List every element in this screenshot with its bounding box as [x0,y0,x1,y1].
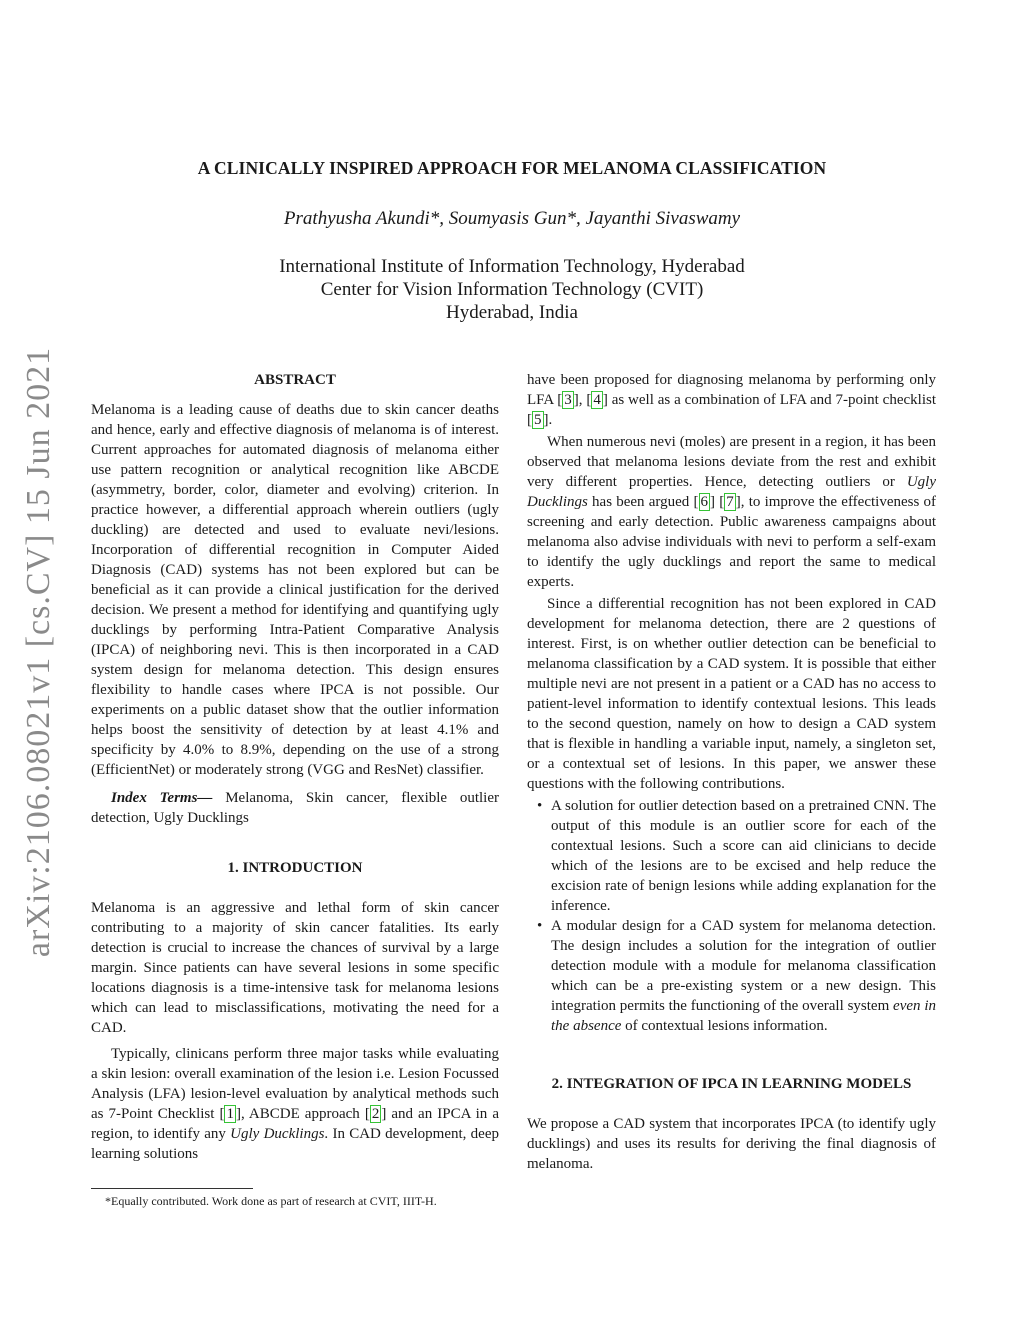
right-p2-text-a: When numerous nevi (moles) are present in a region, it has been observed that melanoma lesions deviate from the rest and exhibit very different properties. Hence, detecting outliers or [527,434,936,490]
index-terms-text: Melanoma, Skin cancer, flexible outlier detection, Ugly Ducklings [91,790,500,826]
intro-paragraph-1: Melanoma is an aggressive and lethal form of skin cancer contributing to a majority of skin cancer fatalities. Its early detection is crucial to increase the chances of survival by a large margin. Since patients can have several lesions in some specific locations diagnosis is a time-intensive task for melanoma lesions which can lead to misclassifications, motivating the need for a CAD. [91,900,499,1036]
intro-p2-text-c: and an IPCA in a region, to identify any [91,1106,499,1142]
index-terms-label: Index Terms— [111,790,213,806]
affiliation-line-1: International Institute of Information Technology, Hyderabad [279,256,745,277]
right-p2-sep [715,494,719,510]
contributions-list [527,796,936,1036]
footnote: *Equally contributed. Work done as part of research at CVIT, IIIT-H. [105,1194,437,1208]
citation-link[interactable]: 7 [726,494,734,510]
arxiv-identifier [0,346,78,958]
citation-link[interactable]: 6 [700,494,709,510]
citation-link[interactable]: 5 [534,412,542,428]
right-column [527,370,936,1174]
contribution-2-text-b: of contextual lesions information. [621,1018,828,1034]
affiliation-line-2: Center for Vision Information Technology (CVIT) [320,279,704,300]
intro-p2-text-a: Typically, clinicans perform three major tasks while evaluating a skin lesion: overall examination of the lesion i.e. Lesion Focussed Analysis (LFA) lesion-level evaluation by analytical methods such as 7-Point Checklist [91,1046,499,1122]
citation-link[interactable]: 2 [371,1106,380,1122]
section-2-paragraph-1: We propose a CAD system that incorporates IPCA (to identify ugly ducklings) and uses its results for deriving the final diagnosis of melanoma. [527,1116,936,1172]
contribution-2-emphasis: even in the absence [551,998,936,1034]
arxiv-identifier-text: arXiv:2106.08021v1 [cs.CV] 15 Jun 2021 [20,346,58,958]
right-p1-text-a: have been proposed for diagnosing melanoma by performing only LFA [527,372,936,408]
right-paragraph-2: When numerous nevi (moles) are present in a region, it has been observed that melanoma lesions deviate from the rest and exhibit very different properties. Hence, detecting outliers or Ugly Ducklings has been argued [ 6 ] [ 7 ], to improve the effectiveness of screening and early detection. Public awareness campaigns about melanoma also advise individuals with nevi to perform a self-exam to identify the ugly ducklings and report the same to medical experts. [527,434,937,590]
right-paragraph-3: Since a differential recognition has not been explored in CAD development for melanoma detection, there are 2 questions of interest. First, is on whether outlier detection can be beneficial to melanoma classification by a CAD system. It is possible that either multiple nevi are not present in a patient or a CAD has no access to patient-level information to identify contextual lesions. This leads to the second question, namely on how to design a CAD system that is flexible in handling a variable input, namely, a singleton set, or a contextual set of lesions. In this paper, we answer these questions with the following contributions. [527,596,936,792]
intro-p2-text-d: . In CAD development, deep learning solutions [91,1126,499,1162]
right-p2-text-b: has been argued [587,494,694,510]
right-p2-text-c: , to improve the effectiveness of screening and early detection. Public awareness campaigns about melanoma also advise individuals with nevi to perform a self-exam to identify the ugly ducklings and report the same to medical experts. [527,494,937,590]
right-p2-ugly-ducklings: Ugly Ducklings [527,474,936,510]
section-2-heading: 2. INTEGRATION OF IPCA IN LEARNING MODELS [551,1076,912,1092]
author-list: Prathyusha Akundi*, Soumyasis Gun*, Jayanthi Sivaswamy [283,208,741,229]
footnote-rule [91,1188,253,1189]
right-paragraph-1: have been proposed for diagnosing melanoma by performing only LFA [ 3 ], [ 4 ] as well as a combination of LFA and 7-point checklist [ 5 ]. [527,372,936,428]
citation-link[interactable]: 1 [226,1106,234,1122]
right-p1-text-b: as well as a combination of LFA and 7-point checklist [607,392,936,408]
paper-title: A CLINICALLY INSPIRED APPROACH FOR MELANOMA CLASSIFICATION [197,158,827,178]
contribution-item-1: • A solution for outlier detection based on a pretrained CNN. The output of this module is an outlier score for each of the contextual lesions. Such a score can aid clinicians to decide which of the lesions are to be excised and help reduce the excision rate of benign lesions while adding explanation for the inference. [527,796,936,916]
affiliation-line-3: Hyderabad, India [446,302,578,323]
abstract-text: Melanoma is a leading cause of deaths due to skin cancer deaths and hence, early and effective diagnosis of melanoma is of interest. Current approaches for automated diagnosis of melanoma either use pattern recognition or analytical recognition like ABCDE (asymmetry, border, color, diameter and evolving) criterion. In practice however, a differential approach wherein outliers (ugly duckling) are detected and used to evaluate nevi/lesions. Incorporation of differential recognition in Computer Aided Diagnosis (CAD) systems has not been explored but can be beneficial as it can provide a clinical justification for the derived decision. We present a method for identifying and quantifying ugly ducklings by performing Intra-Patient Comparative Analysis (IPCA) of neighboring nevi. This is then incorporated in a CAD system design for melanoma detection. This design ensures flexibility to handle cases where IPCA is not possible. Our experiments on a public dataset show that the outlier information helps boost the sensitivity of detection by at least 4.1% and specificity by 4.0% to 8.9%, depending on the use of a strong (EfficientNet) or moderately strong (VGG and ResNet) classifier. [91,402,499,778]
citation-link[interactable]: 4 [593,392,601,408]
right-p1-text-c: . [548,412,553,428]
abstract-heading: ABSTRACT [254,372,336,388]
intro-p2-text-b: , ABCDE approach [240,1106,365,1122]
contribution-item-2 [527,916,936,1036]
intro-heading: 1. INTRODUCTION [227,860,363,876]
contribution-2-text-a: A modular design for a CAD system for melanoma detection. The design includes a solution for the integration of outlier detection module with a module for melanoma classification which can be a pre-existing system or a new design. This integration permits the functioning of the overall system [551,918,936,1014]
affiliation [0,255,1024,324]
intro-paragraph-2: Typically, clinicans perform three major tasks while evaluating a skin lesion: overall examination of the lesion i.e. Lesion Focussed Analysis (LFA) lesion-level evaluation by analytical methods such as 7-Point Checklist [ 1 ], ABCDE approach [ 2 ] and an IPCA in a region, to identify any Ugly Ducklings. In CAD development, deep learning solutions [91,1046,499,1162]
left-column [91,370,499,1164]
citation-link[interactable]: 3 [564,392,572,408]
intro-p2-ugly-ducklings: Ugly Ducklings [230,1126,325,1142]
right-p1-sep: , [578,392,587,408]
index-terms [91,788,499,828]
